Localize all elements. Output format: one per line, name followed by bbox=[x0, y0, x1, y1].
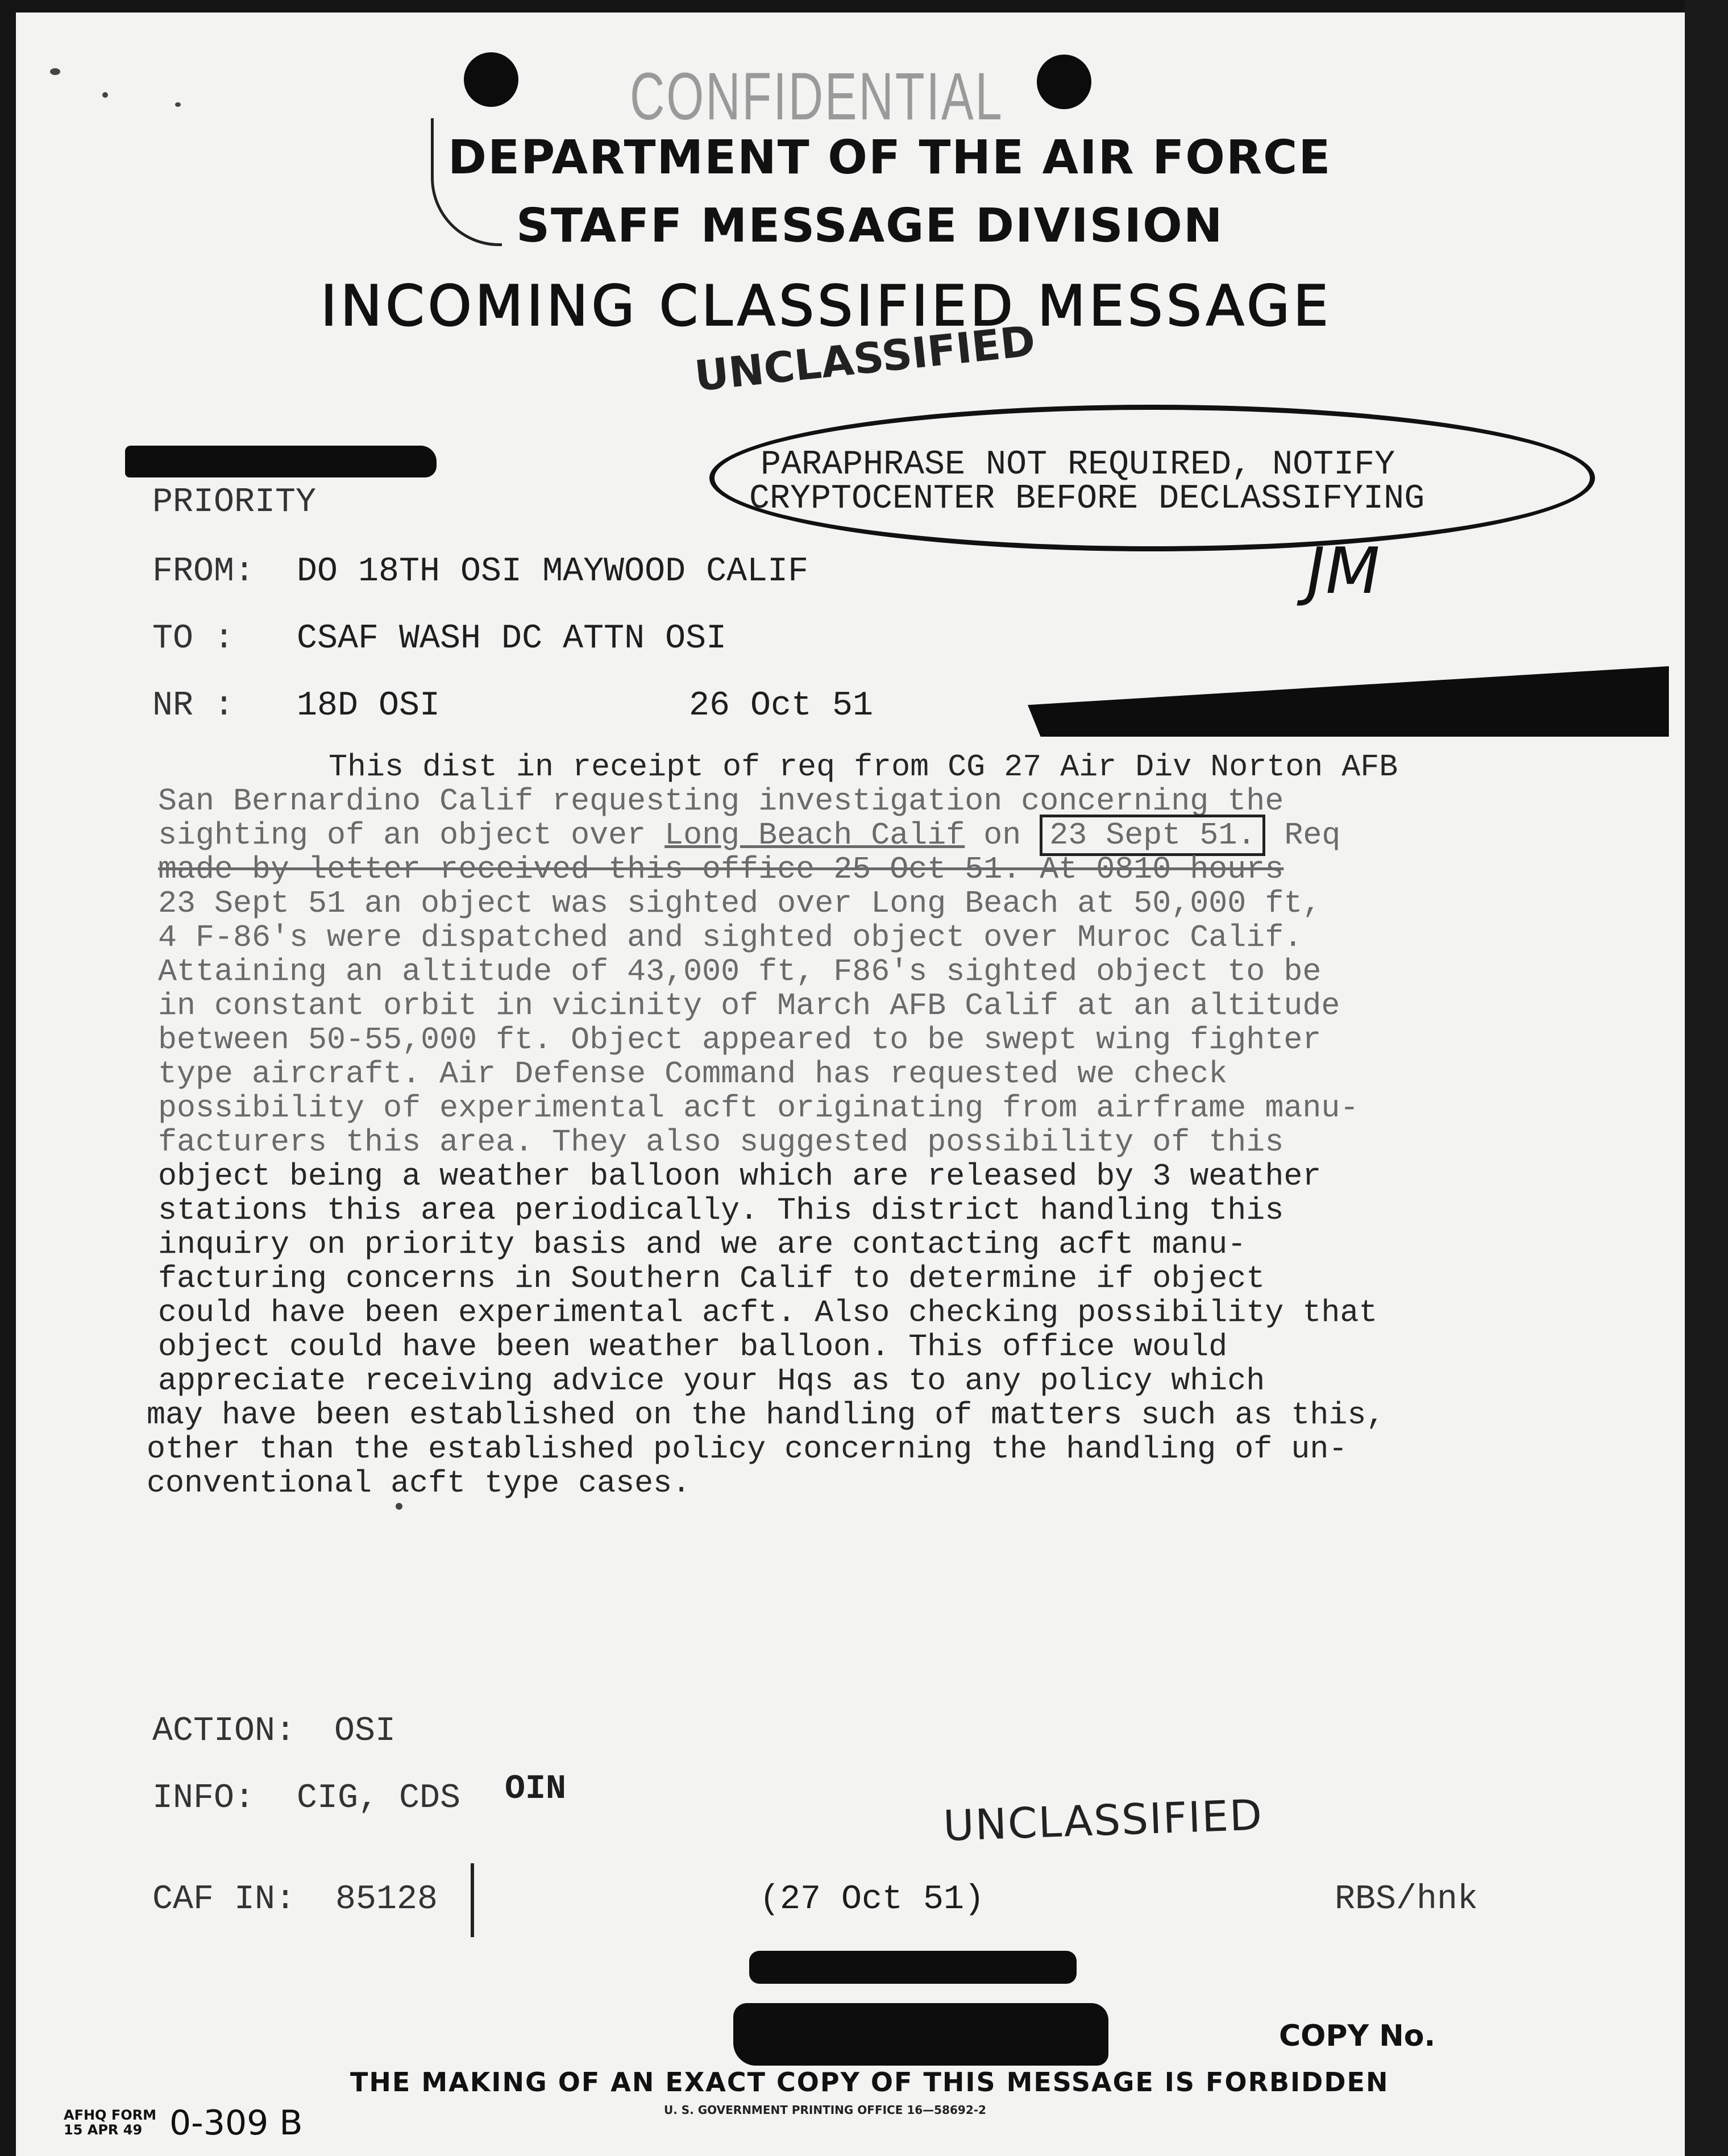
form-line-2: 15 APR 49 bbox=[64, 2122, 143, 2138]
unclassified-stamp-top: UNCLASSIFIED bbox=[692, 317, 1038, 401]
info-value: CIG, CDS bbox=[297, 1779, 461, 1818]
body-line: stations this area periodically. This district handling this bbox=[158, 1193, 1284, 1228]
info-extra: OIN bbox=[505, 1770, 567, 1809]
body-line: other than the established policy concerning the handling of un- bbox=[147, 1431, 1348, 1467]
from-label: FROM: bbox=[152, 552, 255, 591]
body-line: This dist in receipt of req from CG 27 Air Div Norton AFB bbox=[329, 749, 1398, 785]
body-line: facturers this area. They also suggested possibility of this bbox=[158, 1124, 1284, 1160]
scan-speck bbox=[175, 102, 181, 107]
body-line: conventional acft type cases. bbox=[147, 1465, 691, 1501]
body-line: 4 F-86's were dispatched and sighted object over Muroc Calif. bbox=[158, 920, 1303, 956]
scan-speck bbox=[102, 92, 108, 98]
notice-line-2: CRYPTOCENTER BEFORE DECLASSIFYING bbox=[749, 480, 1425, 518]
division-heading: STAFF MESSAGE DIVISION bbox=[516, 199, 1224, 253]
body-line: may have been established on the handling of matters such as this, bbox=[147, 1397, 1385, 1433]
form-number: 0-309 B bbox=[169, 2103, 303, 2143]
body-line: object could have been weather balloon. This office would bbox=[158, 1329, 1228, 1365]
body-line: appreciate receiving advice your Hqs as to any policy which bbox=[158, 1363, 1265, 1399]
to-value: CSAF WASH DC ATTN OSI bbox=[297, 620, 727, 658]
info-label: INFO: bbox=[152, 1779, 255, 1818]
redaction-bar-bottom-1 bbox=[749, 1951, 1077, 1984]
check-mark bbox=[471, 1863, 474, 1937]
body-line: facturing concerns in Southern Calif to determine if object bbox=[158, 1261, 1265, 1297]
action-value: OSI bbox=[334, 1712, 396, 1751]
caf-in-label: CAF IN: bbox=[152, 1880, 296, 1919]
caf-in-number: 85128 bbox=[335, 1880, 438, 1919]
body-line: object being a weather balloon which are released by 3 weather bbox=[158, 1158, 1322, 1194]
date-boxed: 23 Sept 51. bbox=[1040, 815, 1265, 856]
scan-speck bbox=[396, 1503, 402, 1510]
body-line: between 50-55,000 ft. Object appeared to be swept wing fighter bbox=[158, 1022, 1322, 1058]
nr-value: 18D OSI bbox=[297, 687, 441, 725]
redaction-bar-top bbox=[125, 446, 437, 477]
action-label: ACTION: bbox=[152, 1712, 296, 1751]
received-date: (27 Oct 51) bbox=[759, 1880, 985, 1919]
body-line: Attaining an altitude of 43,000 ft, F86's sighted object to be bbox=[158, 954, 1322, 990]
punch-hole-left bbox=[464, 52, 518, 107]
body-text: on bbox=[965, 817, 1040, 853]
copy-warning: THE MAKING OF AN EXACT COPY OF THIS MESSAGE IS FORBIDDEN bbox=[350, 2067, 1389, 2097]
body-line: San Bernardino Calif requesting investigation concerning the bbox=[158, 783, 1284, 819]
location-underlined: Long Beach Calif bbox=[664, 817, 965, 853]
copy-number-label: COPY No. bbox=[1279, 2019, 1436, 2053]
confidential-stamp: CONFIDENTIAL bbox=[630, 59, 1004, 134]
precedence-label: PRIORITY bbox=[152, 483, 317, 522]
body-line: possibility of experimental acft originating from airframe manu- bbox=[158, 1090, 1359, 1126]
body-line: could have been experimental acft. Also checking possibility that bbox=[158, 1295, 1378, 1331]
from-value: DO 18TH OSI MAYWOOD CALIF bbox=[297, 552, 809, 591]
body-text: sighting of an object over bbox=[158, 817, 665, 853]
body-line: type aircraft. Air Defense Command has requested we check bbox=[158, 1056, 1228, 1092]
scan-speck bbox=[50, 68, 60, 75]
scan-border bbox=[1685, 0, 1728, 2156]
message-body bbox=[147, 749, 1556, 1501]
redaction-bar-bottom-2 bbox=[733, 2003, 1108, 2066]
message-title: INCOMING CLASSIFIED MESSAGE bbox=[321, 274, 1332, 339]
message-date: 26 Oct 51 bbox=[689, 687, 874, 725]
body-text: Req bbox=[1265, 817, 1341, 853]
form-identifier bbox=[64, 2108, 156, 2137]
body-line: made by letter received this office 25 Oct 51. At 0810 hours bbox=[158, 851, 1284, 887]
form-line-1: AFHQ FORM bbox=[64, 2107, 156, 2123]
nr-label: NR : bbox=[152, 687, 235, 725]
operator-initials: RBS/hnk bbox=[1335, 1880, 1478, 1919]
redaction-bar-header bbox=[1028, 666, 1669, 737]
body-line: in constant orbit in vicinity of March AFB Calif at an altitude bbox=[158, 988, 1340, 1024]
punch-hole-right bbox=[1037, 55, 1091, 109]
department-heading: DEPARTMENT OF THE AIR FORCE bbox=[448, 131, 1332, 185]
body-line: inquiry on priority basis and we are contacting acft manu- bbox=[158, 1227, 1247, 1262]
to-label: TO : bbox=[152, 620, 235, 658]
handwritten-initials: JM bbox=[1299, 534, 1387, 608]
body-line bbox=[158, 819, 1556, 853]
printing-office-line: U. S. GOVERNMENT PRINTING OFFICE 16—58692-2 bbox=[664, 2103, 986, 2117]
notice-line-1: PARAPHRASE NOT REQUIRED, NOTIFY bbox=[761, 446, 1395, 484]
unclassified-stamp-bottom: UNCLASSIFIED bbox=[942, 1791, 1264, 1851]
body-line: 23 Sept 51 an object was sighted over Long Beach at 50,000 ft, bbox=[158, 886, 1322, 921]
message-form-page bbox=[16, 13, 1685, 2156]
